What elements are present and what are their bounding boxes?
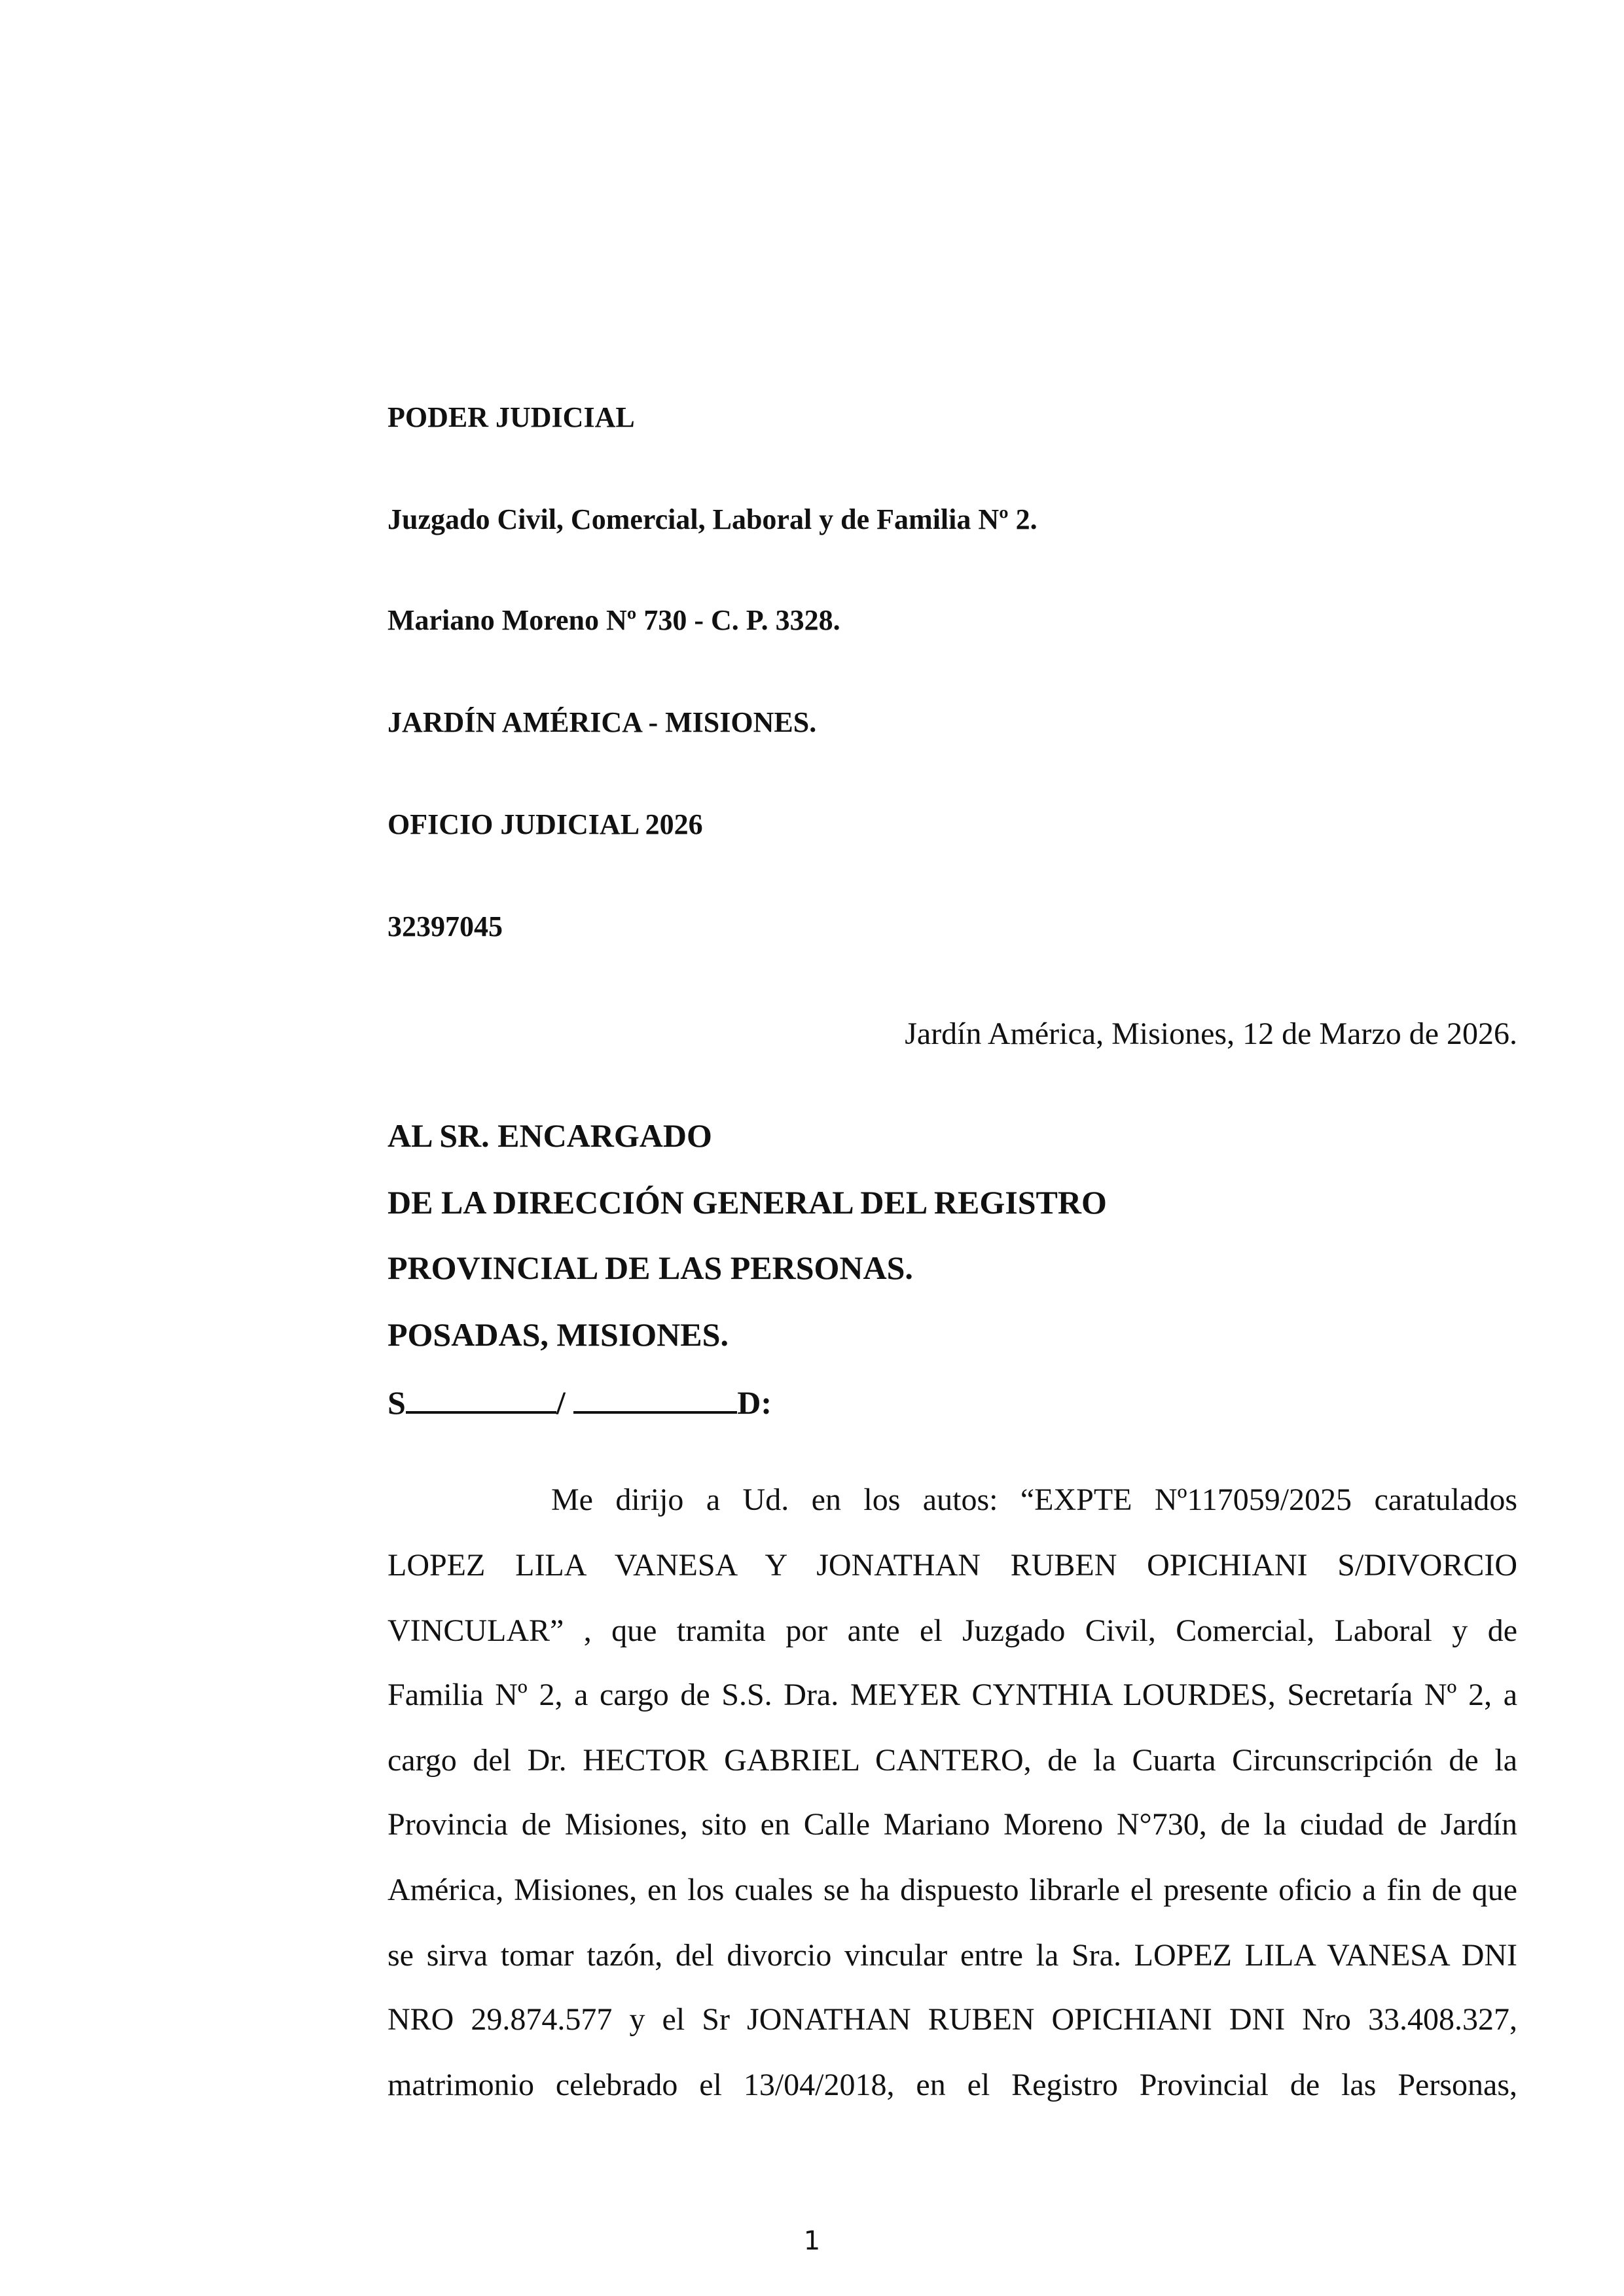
body-line-8: se sirva tomar tazón, del divorcio vincular entre la Sra. LOPEZ LILA VANESA DNI: [388, 1938, 1517, 1973]
date-line: Jardín América, Misiones, 12 de Marzo de 2026.: [905, 1016, 1517, 1051]
body-line-1: Me dirijo a Ud. en los autos: “EXPTE Nº117059/2025 caratulados: [551, 1482, 1517, 1517]
addressee-line-4: POSADAS, MISIONES.: [388, 1316, 729, 1353]
body-line-2: LOPEZ LILA VANESA Y JONATHAN RUBEN OPICHIANI S/DIVORCIO: [388, 1548, 1517, 1583]
body-line-6: Provincia de Misiones, sito en Calle Mariano Moreno N°730, de la ciudad de Jardín: [388, 1807, 1517, 1842]
sd-blank-2: [573, 1382, 737, 1414]
body-line-9: NRO 29.874.577 y el Sr JONATHAN RUBEN OPICHIANI DNI Nro 33.408.327,: [388, 2002, 1517, 2037]
body-line-7: América, Misiones, en los cuales se ha dispuesto librarle el presente oficio a fin de que: [388, 1873, 1517, 1907]
sd-d: D:: [737, 1384, 772, 1421]
header-oficio-number: 32397045: [388, 910, 503, 942]
header-institution: PODER JUDICIAL: [388, 401, 635, 433]
sd-slash: /: [556, 1384, 566, 1421]
addressee-line-1: AL SR. ENCARGADO: [388, 1117, 712, 1154]
body-line-4: Familia Nº 2, a cargo de S.S. Dra. MEYER CYNTHIA LOURDES, Secretaría Nº 2, a: [388, 1677, 1517, 1712]
header-court: Juzgado Civil, Comercial, Laboral y de Familia Nº 2.: [388, 503, 1038, 535]
sd-s: S: [388, 1384, 406, 1421]
salutation-sd: [388, 1382, 772, 1422]
addressee-line-2: DE LA DIRECCIÓN GENERAL DEL REGISTRO: [388, 1184, 1107, 1221]
header-oficio-title: OFICIO JUDICIAL 2026: [388, 808, 703, 840]
body-line-3: VINCULAR” , que tramita por ante el Juzgado Civil, Comercial, Laboral y de: [388, 1613, 1517, 1648]
addressee-line-3: PROVINCIAL DE LAS PERSONAS.: [388, 1249, 913, 1286]
body-line-5: cargo del Dr. HECTOR GABRIEL CANTERO, de la Cuarta Circunscripción de la: [388, 1743, 1517, 1778]
page-number: 1: [803, 2226, 821, 2256]
sd-blank-1: [406, 1382, 556, 1414]
body-line-10: matrimonio celebrado el 13/04/2018, en el Registro Provincial de las Personas,: [388, 2068, 1517, 2102]
header-city: JARDÍN AMÉRICA - MISIONES.: [388, 706, 817, 738]
header-address: Mariano Moreno Nº 730 - C. P. 3328.: [388, 604, 840, 636]
